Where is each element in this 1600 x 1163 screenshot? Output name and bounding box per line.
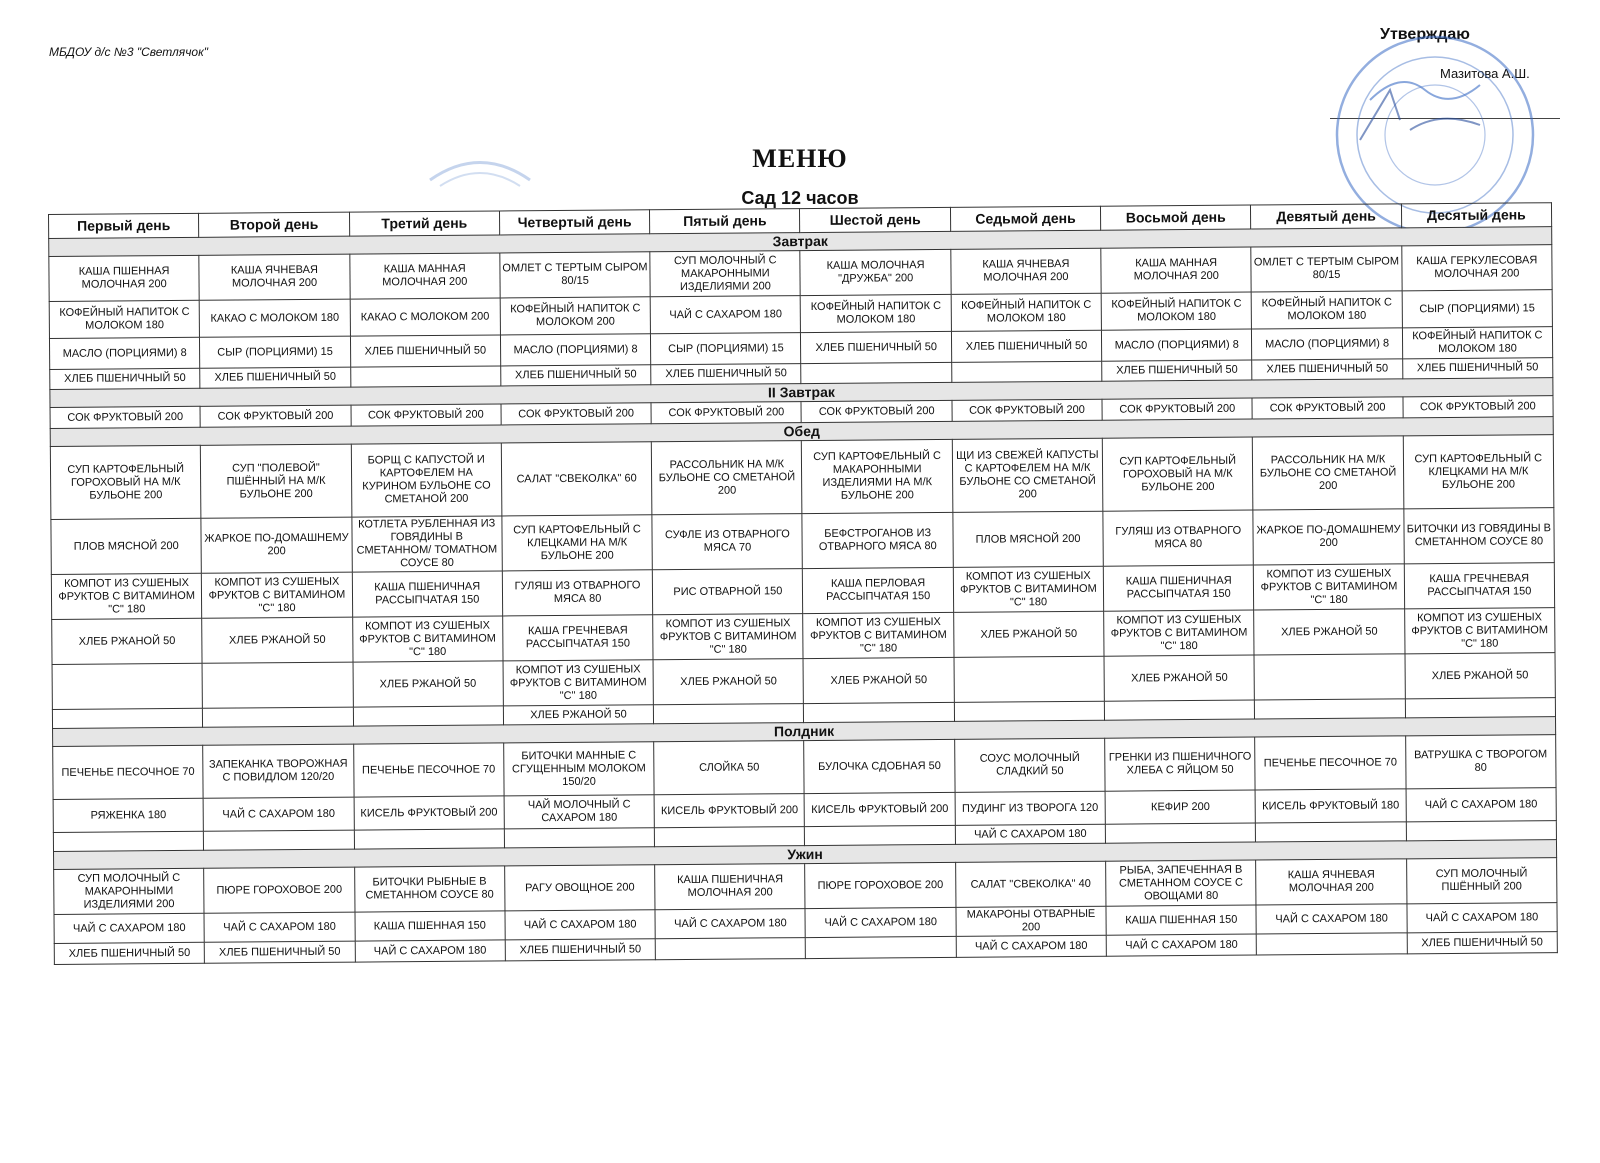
menu-cell: КАША ПШЕННАЯ 150 xyxy=(1106,905,1257,935)
day-header: Седьмой день xyxy=(950,206,1100,231)
menu-cell: КИСЕЛЬ ФРУКТОВЫЙ 200 xyxy=(654,794,805,828)
menu-cell: ХЛЕБ РЖАНОЙ 50 xyxy=(503,705,653,725)
menu-cell xyxy=(1256,822,1406,842)
menu-cell: КАША МАННАЯ МОЛОЧНАЯ 200 xyxy=(1101,247,1252,293)
menu-cell: ХЛЕБ РЖАНОЙ 50 xyxy=(953,611,1104,657)
menu-cell: КАША ГЕРКУЛЕСОВАЯ МОЛОЧНАЯ 200 xyxy=(1401,245,1552,291)
menu-cell xyxy=(1105,823,1255,843)
menu-cell: КОМПОТ ИЗ СУШЕНЫХ ФРУКТОВ С ВИТАМИНОМ "С" 180 xyxy=(1404,608,1555,654)
menu-cell: СОК ФРУКТОВЫЙ 200 xyxy=(651,402,801,424)
menu-cell: СОК ФРУКТОВЫЙ 200 xyxy=(952,399,1102,421)
menu-cell: ХЛЕБ РЖАНОЙ 50 xyxy=(202,617,353,663)
day-header: Шестой день xyxy=(800,207,950,232)
menu-cell: ЩИ ИЗ СВЕЖЕЙ КАПУСТЫ С КАРТОФЕЛЕМ НА М/К БУЛЬОНЕ СО СМЕТАНОЙ 200 xyxy=(952,438,1103,512)
menu-cell: БИТОЧКИ РЫБНЫЕ В СМЕТАННОМ СОУСЕ 80 xyxy=(354,866,505,912)
menu-cell xyxy=(1405,698,1555,718)
menu-cell: ХЛЕБ ПШЕНИЧНЫЙ 50 xyxy=(350,335,501,367)
menu-cell: ЧАЙ С САХАРОМ 180 xyxy=(355,940,505,962)
menu-cell xyxy=(655,938,805,960)
menu-cell: КАША ПШЕННАЯ МОЛОЧНАЯ 200 xyxy=(49,255,200,301)
menu-cell: КОМПОТ ИЗ СУШЕНЫХ ФРУКТОВ С ВИТАМИНОМ "С" 180 xyxy=(503,660,654,706)
menu-cell: МАСЛО (ПОРЦИЯМИ) 8 xyxy=(500,334,651,366)
section-title: Ужин xyxy=(54,840,1557,870)
menu-cell xyxy=(804,702,954,722)
menu-cell: ХЛЕБ ПШЕНИЧНЫЙ 50 xyxy=(501,365,651,386)
approval-label: Утверждаю xyxy=(1380,26,1470,43)
menu-cell: ХЛЕБ ПШЕНИЧНЫЙ 50 xyxy=(200,367,350,388)
menu-cell: ПЕЧЕНЬЕ ПЕСОЧНОЕ 70 xyxy=(1255,736,1406,790)
day-header: Третий день xyxy=(349,211,499,236)
menu-cell: БИТОЧКИ ИЗ ГОВЯДИНЫ В СМЕТАННОМ СОУСЕ 80 xyxy=(1404,508,1555,564)
menu-cell: КОТЛЕТА РУБЛЕННАЯ ИЗ ГОВЯДИНЫ В СМЕТАННОМ/ ТОМАТНОМ СОУСЕ 80 xyxy=(351,516,502,572)
menu-cell: РАССОЛЬНИК НА М/К БУЛЬОНЕ СО СМЕТАНОЙ 200 xyxy=(651,441,802,515)
menu-cell: ЧАЙ С САХАРОМ 180 xyxy=(1106,934,1256,956)
section-title: Полдник xyxy=(53,717,1556,747)
menu-cell: ХЛЕБ ПШЕНИЧНЫЙ 50 xyxy=(1407,932,1557,954)
menu-cell: ХЛЕБ РЖАНОЙ 50 xyxy=(1254,609,1405,655)
menu-cell: КОФЕЙНЫЙ НАПИТОК С МОЛОКОМ 180 xyxy=(1101,292,1252,330)
page-subtitle: Сад 12 часов xyxy=(741,188,859,208)
menu-cell: ЧАЙ С САХАРОМ 180 xyxy=(204,912,355,942)
menu-cell: ЧАЙ С САХАРОМ 180 xyxy=(650,296,801,334)
menu-cell: КЕФИР 200 xyxy=(1105,790,1256,824)
menu-cell: КАША ПЕРЛОВАЯ РАССЫПЧАТАЯ 150 xyxy=(803,567,954,613)
menu-cell: СЫР (ПОРЦИЯМИ) 15 xyxy=(651,333,802,365)
menu-cell: ЧАЙ С САХАРОМ 180 xyxy=(805,907,956,937)
menu-cell: КАША ПШЕНИЧНАЯ РАССЫПЧАТАЯ 150 xyxy=(352,571,503,617)
menu-cell: ХЛЕБ ПШЕНИЧНЫЙ 50 xyxy=(1252,359,1402,380)
menu-cell: КАША МОЛОЧНАЯ "ДРУЖБА" 200 xyxy=(800,249,951,295)
menu-cell: ОМЛЕТ С ТЕРТЫМ СЫРОМ 80/15 xyxy=(1251,246,1402,292)
menu-cell: РИС ОТВАРНОЙ 150 xyxy=(653,569,804,615)
menu-cell: СОК ФРУКТОВЫЙ 200 xyxy=(200,405,350,427)
menu-cell: СОК ФРУКТОВЫЙ 200 xyxy=(1102,398,1252,420)
menu-cell: ЖАРКОЕ ПО-ДОМАШНЕМУ 200 xyxy=(1253,509,1404,565)
menu-cell: СУП КАРТОФЕЛЬНЫЙ ГОРОХОВЫЙ НА М/К БУЛЬОНЕ 200 xyxy=(1102,437,1253,511)
day-header: Пятый день xyxy=(650,209,800,234)
menu-cell xyxy=(504,828,654,848)
menu-cell: КАША ПШЕННАЯ 150 xyxy=(355,911,506,941)
menu-cell: ЧАЙ МОЛОЧНЫЙ С САХАРОМ 180 xyxy=(504,795,655,829)
menu-cell: СЫР (ПОРЦИЯМИ) 15 xyxy=(200,336,351,368)
menu-cell: КАША ГРЕЧНЕВАЯ РАССЫПЧАТАЯ 150 xyxy=(503,615,654,661)
menu-cell: ЧАЙ С САХАРОМ 180 xyxy=(955,824,1105,844)
menu-cell: КОФЕЙНЫЙ НАПИТОК С МОЛОКОМ 200 xyxy=(500,297,651,335)
menu-cell: СОК ФРУКТОВЫЙ 200 xyxy=(50,406,200,428)
menu-cell: РАГУ ОВОЩНОЕ 200 xyxy=(505,865,656,911)
menu-cell xyxy=(954,701,1104,721)
section-title: Обед xyxy=(50,417,1553,447)
menu-cell: РЫБА, ЗАПЕЧЕННАЯ В СМЕТАННОМ СОУСЕ С ОВОЩАМИ 80 xyxy=(1106,860,1257,906)
menu-cell: КАША МАННАЯ МОЛОЧНАЯ 200 xyxy=(349,253,500,299)
day-header: Первый день xyxy=(49,213,199,238)
menu-cell xyxy=(1254,654,1405,700)
menu-cell: КАША ЯЧНЕВАЯ МОЛОЧНАЯ 200 xyxy=(199,254,350,300)
menu-cell: ХЛЕБ РЖАНОЙ 50 xyxy=(803,657,954,703)
section-title: II Завтрак xyxy=(50,378,1553,408)
menu-cell: МАСЛО (ПОРЦИЯМИ) 8 xyxy=(1102,329,1253,361)
menu-cell: СУП КАРТОФЕЛЬНЫЙ С КЛЕЦКАМИ НА М/К БУЛЬОНЕ 200 xyxy=(502,515,653,571)
menu-cell: РЯЖЕНКА 180 xyxy=(53,798,204,832)
menu-cell: КОМПОТ ИЗ СУШЕНЫХ ФРУКТОВ С ВИТАМИНОМ "С" 180 xyxy=(653,614,804,660)
section-title: Завтрак xyxy=(49,227,1552,257)
menu-cell: ЧАЙ С САХАРОМ 180 xyxy=(655,909,806,939)
menu-cell: ХЛЕБ РЖАНОЙ 50 xyxy=(1405,653,1556,699)
menu-cell: КИСЕЛЬ ФРУКТОВЫЙ 200 xyxy=(354,796,505,830)
menu-cell: ХЛЕБ РЖАНОЙ 50 xyxy=(52,618,203,664)
day-header: Десятый день xyxy=(1401,203,1552,228)
menu-cell: КОМПОТ ИЗ СУШЕНЫХ ФРУКТОВ С ВИТАМИНОМ "С" 180 xyxy=(1254,564,1405,610)
menu-cell: ПЛОВ МЯСНОЙ 200 xyxy=(953,511,1104,567)
menu-cell: СОК ФРУКТОВЫЙ 200 xyxy=(501,403,651,425)
menu-cell: ЗАПЕКАНКА ТВОРОЖНАЯ С ПОВИДЛОМ 120/20 xyxy=(203,744,354,798)
menu-cell xyxy=(354,829,504,849)
menu-cell: СЫР (ПОРЦИЯМИ) 15 xyxy=(1402,290,1553,328)
approver-name: Мазитова А.Ш. xyxy=(1440,66,1530,81)
menu-cell: КОМПОТ ИЗ СУШЕНЫХ ФРУКТОВ С ВИТАМИНОМ "С" 180 xyxy=(803,612,954,658)
menu-cell xyxy=(1257,933,1407,955)
menu-cell: ЧАЙ С САХАРОМ 180 xyxy=(956,935,1106,957)
menu-cell xyxy=(655,827,805,847)
menu-cell xyxy=(52,708,202,728)
organization-name: МБДОУ д/с №3 "Светлячок" xyxy=(49,45,209,59)
menu-cell: ГУЛЯШ ИЗ ОТВАРНОГО МЯСА 80 xyxy=(1103,510,1254,566)
menu-cell: ПЛОВ МЯСНОЙ 200 xyxy=(51,518,202,574)
day-header: Второй день xyxy=(199,212,349,237)
menu-cell: КАКАО С МОЛОКОМ 180 xyxy=(199,299,350,337)
menu-cell: МАКАРОНЫ ОТВАРНЫЕ 200 xyxy=(956,906,1107,936)
menu-cell: КОМПОТ ИЗ СУШЕНЫХ ФРУКТОВ С ВИТАМИНОМ "С" 180 xyxy=(1104,610,1255,656)
menu-cell: ЧАЙ С САХАРОМ 180 xyxy=(1407,903,1558,933)
menu-cell: ПЕЧЕНЬЕ ПЕСОЧНОЕ 70 xyxy=(353,743,504,797)
menu-cell xyxy=(203,707,353,727)
menu-cell: ВАТРУШКА С ТВОРОГОМ 80 xyxy=(1405,735,1556,789)
menu-cell xyxy=(1104,700,1254,720)
menu-cell: ЧАЙ С САХАРОМ 180 xyxy=(1256,904,1407,934)
day-header: Четвертый день xyxy=(499,210,649,235)
menu-cell: ЧАЙ С САХАРОМ 180 xyxy=(54,913,205,943)
menu-cell: МАСЛО (ПОРЦИЯМИ) 8 xyxy=(49,337,200,369)
menu-cell: ЧАЙ С САХАРОМ 180 xyxy=(505,910,656,940)
menu-cell: КОМПОТ ИЗ СУШЕНЫХ ФРУКТОВ С ВИТАМИНОМ "С" 180 xyxy=(953,566,1104,612)
menu-cell: СОК ФРУКТОВЫЙ 200 xyxy=(351,404,501,426)
menu-table xyxy=(48,202,1558,965)
menu-table-wrapper xyxy=(48,202,1558,965)
menu-cell xyxy=(1255,699,1405,719)
menu-cell: ГУЛЯШ ИЗ ОТВАРНОГО МЯСА 80 xyxy=(502,570,653,616)
page-title: МЕНЮ xyxy=(752,144,848,173)
menu-cell: БУЛОЧКА СДОБНАЯ 50 xyxy=(804,739,955,793)
menu-cell xyxy=(202,662,353,708)
menu-cell: СЛОЙКА 50 xyxy=(654,741,805,795)
menu-cell: СУП КАРТОФЕЛЬНЫЙ С КЛЕЦКАМИ НА М/К БУЛЬОНЕ 200 xyxy=(1403,435,1554,509)
menu-cell: ХЛЕБ ПШЕНИЧНЫЙ 50 xyxy=(951,330,1102,362)
menu-cell: КАША ГРЕЧНЕВАЯ РАССЫПЧАТАЯ 150 xyxy=(1404,563,1555,609)
menu-cell xyxy=(1406,821,1556,841)
menu-cell: ЧАЙ С САХАРОМ 180 xyxy=(203,797,354,831)
menu-cell: БОРЩ С КАПУСТОЙ И КАРТОФЕЛЕМ НА КУРИНОМ БУЛЬОНЕ СО СМЕТАНОЙ 200 xyxy=(351,443,502,517)
menu-cell: ГРЕНКИ ИЗ ПШЕНИЧНОГО ХЛЕБА С ЯЙЦОМ 50 xyxy=(1105,737,1256,791)
menu-cell: КАША ЯЧНЕВАЯ МОЛОЧНАЯ 200 xyxy=(951,248,1102,294)
menu-cell: ХЛЕБ ПШЕНИЧНЫЙ 50 xyxy=(205,941,355,963)
menu-cell: БИТОЧКИ МАННЫЕ С СГУЩЕННЫМ МОЛОКОМ 150/20 xyxy=(504,742,655,796)
menu-cell: СОК ФРУКТОВЫЙ 200 xyxy=(1252,397,1402,419)
menu-cell: СОК ФРУКТОВЫЙ 200 xyxy=(801,400,951,422)
menu-cell: МАСЛО (ПОРЦИЯМИ) 8 xyxy=(1252,328,1403,360)
menu-cell: КОФЕЙНЫЙ НАПИТОК С МОЛОКОМ 180 xyxy=(951,293,1102,331)
menu-cell: ХЛЕБ ПШЕНИЧНЫЙ 50 xyxy=(1402,358,1552,379)
menu-cell: СУП КАРТОФЕЛЬНЫЙ ГОРОХОВЫЙ НА М/К БУЛЬОНЕ 200 xyxy=(50,445,201,519)
menu-cell: СОК ФРУКТОВЫЙ 200 xyxy=(1403,396,1553,418)
menu-cell: КОФЕЙНЫЙ НАПИТОК С МОЛОКОМ 180 xyxy=(1252,291,1403,329)
menu-cell: КАША ЯЧНЕВАЯ МОЛОЧНАЯ 200 xyxy=(1256,859,1407,905)
menu-cell xyxy=(801,362,951,383)
menu-cell: ПЮРЕ ГОРОХОВОЕ 200 xyxy=(805,862,956,908)
menu-cell xyxy=(951,361,1101,382)
menu-cell: ПЮРЕ ГОРОХОВОЕ 200 xyxy=(204,867,355,913)
menu-cell: КАША ПШЕНИЧНАЯ МОЛОЧНАЯ 200 xyxy=(655,864,806,910)
menu-cell: КОМПОТ ИЗ СУШЕНЫХ ФРУКТОВ С ВИТАМИНОМ "С" 180 xyxy=(352,616,503,662)
menu-cell: РАССОЛЬНИК НА М/К БУЛЬОНЕ СО СМЕТАНОЙ 200 xyxy=(1253,436,1404,510)
menu-cell: ОМЛЕТ С ТЕРТЫМ СЫРОМ 80/15 xyxy=(500,252,651,298)
menu-cell: КОФЕЙНЫЙ НАПИТОК С МОЛОКОМ 180 xyxy=(1402,327,1553,359)
menu-cell: ХЛЕБ РЖАНОЙ 50 xyxy=(353,661,504,707)
menu-cell: ХЛЕБ ПШЕНИЧНЫЙ 50 xyxy=(801,331,952,363)
menu-cell: СОУС МОЛОЧНЫЙ СЛАДКИЙ 50 xyxy=(954,738,1105,792)
menu-row xyxy=(50,435,1554,520)
menu-cell: ЧАЙ С САХАРОМ 180 xyxy=(1406,788,1557,822)
menu-cell: САЛАТ "СВЕКОЛКА" 40 xyxy=(955,861,1106,907)
day-header: Восьмой день xyxy=(1101,205,1251,230)
menu-cell xyxy=(350,366,500,387)
menu-cell: СУП МОЛОЧНЫЙ ПШЁННЫЙ 200 xyxy=(1406,858,1557,904)
menu-cell: КОМПОТ ИЗ СУШЕНЫХ ФРУКТОВ С ВИТАМИНОМ "С" 180 xyxy=(51,573,202,619)
menu-cell xyxy=(805,825,955,845)
menu-cell xyxy=(52,663,203,709)
menu-cell: КОМПОТ ИЗ СУШЕНЫХ ФРУКТОВ С ВИТАМИНОМ "С" 180 xyxy=(202,572,353,618)
menu-cell xyxy=(353,706,503,726)
menu-cell: КИСЕЛЬ ФРУКТОВЫЙ 200 xyxy=(805,792,956,826)
menu-cell: СУП МОЛОЧНЫЙ С МАКАРОННЫМИ ИЗДЕЛИЯМИ 200 xyxy=(54,868,205,914)
menu-cell: КАША ПШЕНИЧНАЯ РАССЫПЧАТАЯ 150 xyxy=(1103,565,1254,611)
menu-cell: КИСЕЛЬ ФРУКТОВЫЙ 180 xyxy=(1255,789,1406,823)
menu-cell: СУП "ПОЛЕВОЙ" ПШЁННЫЙ НА М/К БУЛЬОНЕ 200 xyxy=(201,444,352,518)
menu-cell xyxy=(53,831,203,851)
menu-cell: ЖАРКОЕ ПО-ДОМАШНЕМУ 200 xyxy=(201,517,352,573)
menu-cell: ХЛЕБ ПШЕНИЧНЫЙ 50 xyxy=(505,939,655,961)
day-header: Девятый день xyxy=(1251,204,1401,229)
menu-cell: ХЛЕБ РЖАНОЙ 50 xyxy=(1104,655,1255,701)
menu-cell: СУП МОЛОЧНЫЙ С МАКАРОННЫМИ ИЗДЕЛИЯМИ 200 xyxy=(650,251,801,297)
menu-cell: ХЛЕБ ПШЕНИЧНЫЙ 50 xyxy=(651,364,801,385)
menu-cell: ПУДИНГ ИЗ ТВОРОГА 120 xyxy=(955,791,1106,825)
menu-cell xyxy=(654,704,804,724)
menu-cell xyxy=(954,656,1105,702)
menu-cell: СУП КАРТОФЕЛЬНЫЙ С МАКАРОННЫМИ ИЗДЕЛИЯМИ НА М/К БУЛЬОНЕ 200 xyxy=(802,439,953,513)
menu-cell: САЛАТ "СВЕКОЛКА" 60 xyxy=(501,442,652,516)
menu-cell: КОФЕЙНЫЙ НАПИТОК С МОЛОКОМ 180 xyxy=(801,294,952,332)
menu-cell: ПЕЧЕНЬЕ ПЕСОЧНОЕ 70 xyxy=(53,745,204,799)
menu-cell xyxy=(806,936,956,958)
menu-cell: ХЛЕБ ПШЕНИЧНЫЙ 50 xyxy=(54,942,204,964)
menu-body xyxy=(49,227,1558,965)
menu-cell: ХЛЕБ РЖАНОЙ 50 xyxy=(653,659,804,705)
menu-cell: ХЛЕБ ПШЕНИЧНЫЙ 50 xyxy=(50,368,200,389)
menu-cell: СУФЛЕ ИЗ ОТВАРНОГО МЯСА 70 xyxy=(652,514,803,570)
menu-cell: КАКАО С МОЛОКОМ 200 xyxy=(350,298,501,336)
menu-cell: КОФЕЙНЫЙ НАПИТОК С МОЛОКОМ 180 xyxy=(49,300,200,338)
menu-cell: ХЛЕБ ПШЕНИЧНЫЙ 50 xyxy=(1102,360,1252,381)
menu-cell: БЕФСТРОГАНОВ ИЗ ОТВАРНОГО МЯСА 80 xyxy=(802,512,953,568)
menu-cell xyxy=(204,830,354,850)
